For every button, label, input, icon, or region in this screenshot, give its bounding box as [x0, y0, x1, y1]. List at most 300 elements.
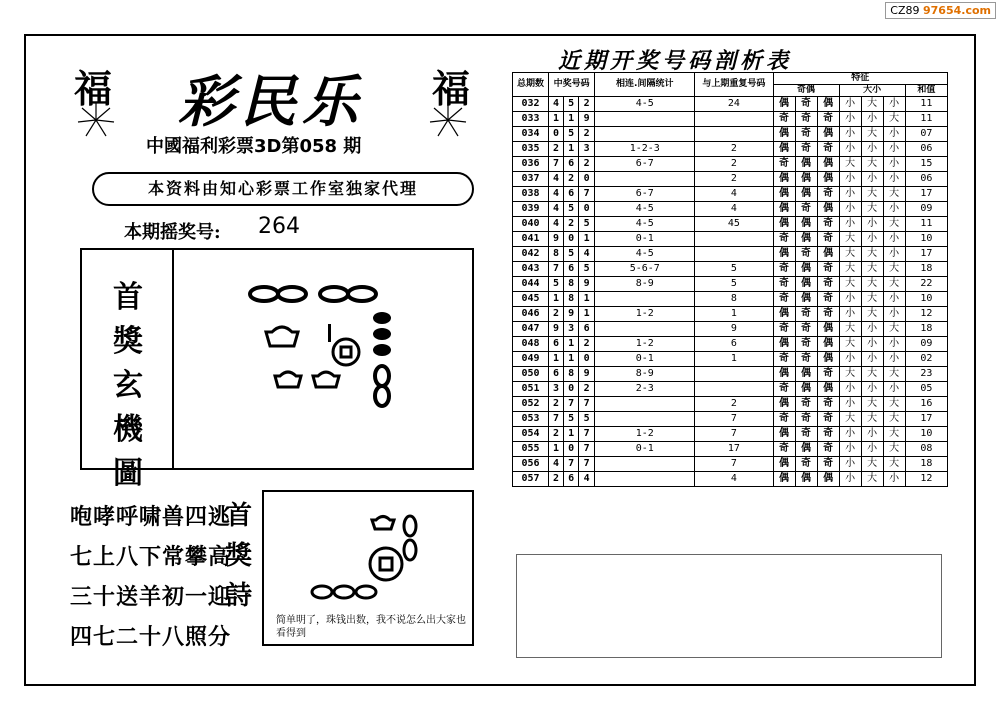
sum-cell: 17	[905, 187, 947, 202]
riddle-coins-illustration	[200, 262, 460, 458]
analysis-table-wrap	[512, 72, 948, 487]
odd-even-cell: 奇	[795, 352, 817, 367]
riddle-title-char: 玄	[113, 368, 143, 403]
odd-even-cell: 偶	[817, 472, 839, 487]
sum-cell: 11	[905, 217, 947, 232]
repeat-cell: 4	[695, 472, 773, 487]
table-row	[513, 322, 948, 337]
odd-even-cell: 偶	[817, 127, 839, 142]
adjacent-cell	[595, 292, 695, 307]
winning-digit-cell: 1	[564, 337, 579, 352]
winning-digit-cell: 0	[579, 202, 595, 217]
sum-cell: 09	[905, 202, 947, 217]
winning-digit-cell: 8	[564, 277, 579, 292]
big-small-cell: 小	[883, 202, 905, 217]
poem-line: 七上八下常攀高	[70, 545, 232, 570]
winning-digit-cell: 4	[579, 247, 595, 262]
repeat-cell	[695, 112, 773, 127]
winning-digit-cell: 6	[564, 472, 579, 487]
big-small-cell: 小	[839, 397, 861, 412]
big-small-cell: 大	[883, 262, 905, 277]
odd-even-cell: 奇	[817, 442, 839, 457]
repeat-cell: 2	[695, 172, 773, 187]
winning-digit-cell: 1	[564, 142, 579, 157]
issue-cell: 054	[513, 427, 549, 442]
winning-digit-cell: 5	[564, 97, 579, 112]
big-small-cell: 大	[861, 397, 883, 412]
big-small-cell: 大	[839, 412, 861, 427]
table-row	[513, 352, 948, 367]
odd-even-cell: 奇	[795, 97, 817, 112]
issue-cell: 033	[513, 112, 549, 127]
big-small-cell: 小	[883, 352, 905, 367]
big-small-cell: 大	[839, 157, 861, 172]
sum-cell: 06	[905, 172, 947, 187]
odd-even-cell: 偶	[773, 397, 795, 412]
odd-even-cell: 偶	[795, 157, 817, 172]
poem-coins-illustration	[300, 500, 440, 608]
winning-digit-cell: 4	[549, 202, 564, 217]
repeat-cell: 7	[695, 427, 773, 442]
poem-line: 四七二十八照分	[70, 625, 232, 650]
big-small-cell: 小	[861, 427, 883, 442]
odd-even-cell: 偶	[817, 97, 839, 112]
odd-even-cell: 奇	[795, 142, 817, 157]
winning-digit-cell: 1	[564, 112, 579, 127]
table-row	[513, 187, 948, 202]
winning-digit-cell: 1	[549, 292, 564, 307]
draw-number-label: 本期摇奖号:	[124, 222, 221, 243]
repeat-cell: 8	[695, 292, 773, 307]
table-row	[513, 232, 948, 247]
big-small-cell: 大	[839, 262, 861, 277]
big-small-cell: 小	[861, 172, 883, 187]
adjacent-cell: 2-3	[595, 382, 695, 397]
winning-digit-cell: 0	[579, 352, 595, 367]
analysis-table-body	[513, 97, 948, 487]
winning-digit-cell: 8	[549, 247, 564, 262]
riddle-divider	[172, 248, 174, 470]
issue-cell: 052	[513, 397, 549, 412]
winning-digit-cell: 5	[579, 412, 595, 427]
big-small-cell: 小	[839, 292, 861, 307]
big-small-cell: 大	[861, 157, 883, 172]
winning-digit-cell: 6	[549, 367, 564, 382]
winning-digit-cell: 7	[549, 262, 564, 277]
table-row	[513, 397, 948, 412]
winning-digit-cell: 9	[549, 322, 564, 337]
odd-even-cell: 奇	[795, 337, 817, 352]
riddle-title-char: 圖	[113, 456, 143, 491]
big-small-cell: 小	[839, 97, 861, 112]
sum-cell: 17	[905, 412, 947, 427]
big-small-cell: 小	[839, 427, 861, 442]
issue-cell: 040	[513, 217, 549, 232]
repeat-cell: 45	[695, 217, 773, 232]
repeat-cell	[695, 232, 773, 247]
odd-even-cell: 奇	[817, 427, 839, 442]
winning-digit-cell: 1	[579, 307, 595, 322]
big-small-cell: 大	[861, 472, 883, 487]
watermark-site: 97654.com	[923, 4, 991, 17]
big-small-cell: 大	[883, 427, 905, 442]
big-small-cell: 小	[861, 442, 883, 457]
winning-digit-cell: 9	[579, 277, 595, 292]
big-small-cell: 小	[839, 442, 861, 457]
big-small-cell: 小	[883, 97, 905, 112]
issue-cell: 053	[513, 412, 549, 427]
big-small-cell: 小	[839, 382, 861, 397]
big-small-cell: 大	[861, 367, 883, 382]
winning-digit-cell: 6	[564, 187, 579, 202]
odd-even-cell: 偶	[795, 367, 817, 382]
repeat-cell: 7	[695, 457, 773, 472]
winning-digit-cell: 2	[579, 157, 595, 172]
issue-cell: 042	[513, 247, 549, 262]
big-small-cell: 小	[861, 232, 883, 247]
table-row	[513, 367, 948, 382]
repeat-cell: 5	[695, 262, 773, 277]
odd-even-cell: 奇	[773, 112, 795, 127]
adjacent-cell: 0-1	[595, 232, 695, 247]
issue-cell: 047	[513, 322, 549, 337]
sum-cell: 23	[905, 367, 947, 382]
big-small-cell: 大	[839, 367, 861, 382]
winning-digit-cell: 4	[549, 172, 564, 187]
issue-subtitle: 中國福利彩票3D第058 期	[146, 136, 362, 157]
big-small-cell: 大	[883, 397, 905, 412]
adjacent-cell: 5-6-7	[595, 262, 695, 277]
adjacent-cell	[595, 412, 695, 427]
winning-digit-cell: 5	[564, 412, 579, 427]
sum-cell: 10	[905, 292, 947, 307]
winning-digit-cell: 8	[564, 292, 579, 307]
repeat-cell: 7	[695, 412, 773, 427]
odd-even-cell: 奇	[773, 292, 795, 307]
big-small-cell: 大	[861, 292, 883, 307]
watermark-prefix: CZ89	[890, 4, 920, 17]
odd-even-cell: 偶	[795, 172, 817, 187]
big-small-cell: 小	[883, 172, 905, 187]
winning-digit-cell: 4	[579, 472, 595, 487]
winning-digit-cell: 8	[564, 367, 579, 382]
adjacent-cell: 0-1	[595, 352, 695, 367]
big-small-cell: 小	[839, 112, 861, 127]
odd-even-cell: 奇	[817, 262, 839, 277]
header-big-small: 大小	[839, 85, 905, 97]
big-small-cell: 小	[861, 142, 883, 157]
winning-digit-cell: 3	[549, 382, 564, 397]
big-small-cell: 小	[839, 202, 861, 217]
header-odd-even: 奇偶	[773, 85, 839, 97]
adjacent-cell: 6-7	[595, 157, 695, 172]
header-sum: 和值	[905, 85, 947, 97]
table-row	[513, 277, 948, 292]
odd-even-cell: 奇	[773, 322, 795, 337]
odd-even-cell: 偶	[773, 202, 795, 217]
big-small-cell: 大	[861, 307, 883, 322]
repeat-cell: 4	[695, 187, 773, 202]
brand-title: 彩民乐	[178, 69, 364, 135]
big-small-cell: 大	[883, 442, 905, 457]
odd-even-cell: 奇	[817, 457, 839, 472]
repeat-cell: 5	[695, 277, 773, 292]
odd-even-cell: 奇	[773, 412, 795, 427]
adjacent-cell	[595, 172, 695, 187]
fu-character-left: 福	[74, 66, 113, 111]
winning-digit-cell: 9	[549, 232, 564, 247]
table-row	[513, 127, 948, 142]
winning-digit-cell: 5	[564, 127, 579, 142]
issue-cell: 045	[513, 292, 549, 307]
odd-even-cell: 奇	[817, 277, 839, 292]
header-repeat: 与上期重复号码	[695, 73, 773, 97]
riddle-title-char: 獎	[113, 324, 143, 359]
winning-digit-cell: 1	[564, 352, 579, 367]
table-row	[513, 247, 948, 262]
table-row	[513, 412, 948, 427]
odd-even-cell: 奇	[773, 157, 795, 172]
big-small-cell: 小	[839, 217, 861, 232]
winning-digit-cell: 7	[549, 412, 564, 427]
poem-title-char: 詩	[226, 581, 253, 611]
odd-even-cell: 奇	[795, 397, 817, 412]
repeat-cell: 9	[695, 322, 773, 337]
firework-right-icon	[428, 100, 468, 140]
winning-digit-cell: 2	[579, 127, 595, 142]
issue-cell: 051	[513, 382, 549, 397]
winning-digit-cell: 1	[579, 292, 595, 307]
big-small-cell: 大	[839, 232, 861, 247]
odd-even-cell: 奇	[795, 202, 817, 217]
big-small-cell: 大	[861, 127, 883, 142]
header-winning: 中奖号码	[549, 73, 595, 97]
winning-digit-cell: 4	[549, 97, 564, 112]
adjacent-cell: 4-5	[595, 97, 695, 112]
sum-cell: 10	[905, 427, 947, 442]
issue-cell: 057	[513, 472, 549, 487]
adjacent-cell: 8-9	[595, 367, 695, 382]
big-small-cell: 大	[861, 277, 883, 292]
big-small-cell: 大	[839, 247, 861, 262]
big-small-cell: 小	[883, 472, 905, 487]
issue-cell: 037	[513, 172, 549, 187]
fu-character-right: 福	[432, 66, 471, 111]
odd-even-cell: 偶	[795, 472, 817, 487]
adjacent-cell: 1-2	[595, 337, 695, 352]
winning-digit-cell: 4	[549, 217, 564, 232]
sum-cell: 10	[905, 232, 947, 247]
odd-even-cell: 偶	[795, 217, 817, 232]
winning-digit-cell: 1	[564, 427, 579, 442]
odd-even-cell: 偶	[795, 187, 817, 202]
sum-cell: 18	[905, 262, 947, 277]
adjacent-cell: 4-5	[595, 247, 695, 262]
adjacent-cell: 4-5	[595, 202, 695, 217]
winning-digit-cell: 0	[579, 172, 595, 187]
big-small-cell: 大	[861, 412, 883, 427]
odd-even-cell: 偶	[773, 307, 795, 322]
winning-digit-cell: 2	[549, 427, 564, 442]
issue-cell: 038	[513, 187, 549, 202]
big-small-cell: 小	[883, 307, 905, 322]
odd-even-cell: 奇	[817, 232, 839, 247]
repeat-cell: 6	[695, 337, 773, 352]
odd-even-cell: 偶	[773, 427, 795, 442]
table-row	[513, 97, 948, 112]
riddle-title-char: 機	[113, 412, 143, 447]
adjacent-cell	[595, 127, 695, 142]
poem-title-char: 獎	[226, 541, 253, 571]
header-issue: 总期数	[513, 73, 549, 97]
adjacent-cell	[595, 397, 695, 412]
odd-even-cell: 奇	[795, 412, 817, 427]
issue-cell: 048	[513, 337, 549, 352]
winning-digit-cell: 7	[549, 157, 564, 172]
odd-even-cell: 偶	[795, 232, 817, 247]
winning-digit-cell: 1	[579, 232, 595, 247]
big-small-cell: 大	[883, 457, 905, 472]
odd-even-cell: 偶	[773, 142, 795, 157]
odd-even-cell: 偶	[817, 202, 839, 217]
big-small-cell: 大	[861, 457, 883, 472]
big-small-cell: 小	[861, 322, 883, 337]
big-small-cell: 小	[883, 247, 905, 262]
odd-even-cell: 奇	[773, 442, 795, 457]
poem-line: 咆哮呼啸兽四逃	[70, 505, 232, 530]
table-row	[513, 202, 948, 217]
odd-even-cell: 偶	[773, 217, 795, 232]
big-small-cell: 小	[839, 142, 861, 157]
sum-cell: 16	[905, 397, 947, 412]
winning-digit-cell: 5	[579, 217, 595, 232]
big-small-cell: 小	[883, 292, 905, 307]
odd-even-cell: 偶	[817, 247, 839, 262]
sum-cell: 08	[905, 442, 947, 457]
repeat-cell: 4	[695, 202, 773, 217]
odd-even-cell: 偶	[773, 127, 795, 142]
big-small-cell: 大	[883, 112, 905, 127]
winning-digit-cell: 6	[579, 322, 595, 337]
table-row	[513, 172, 948, 187]
table-row	[513, 427, 948, 442]
blank-notes-box	[516, 554, 942, 658]
repeat-cell: 24	[695, 97, 773, 112]
odd-even-cell: 偶	[773, 187, 795, 202]
winning-digit-cell: 7	[579, 457, 595, 472]
odd-even-cell: 奇	[817, 187, 839, 202]
issue-cell: 036	[513, 157, 549, 172]
poem-title-char: 首	[226, 501, 253, 531]
winning-digit-cell: 7	[579, 442, 595, 457]
odd-even-cell: 奇	[817, 397, 839, 412]
odd-even-cell: 奇	[817, 217, 839, 232]
big-small-cell: 大	[883, 367, 905, 382]
repeat-cell: 1	[695, 307, 773, 322]
issue-cell: 055	[513, 442, 549, 457]
adjacent-cell	[595, 457, 695, 472]
odd-even-cell: 偶	[817, 337, 839, 352]
odd-even-cell: 偶	[795, 382, 817, 397]
big-small-cell: 小	[839, 352, 861, 367]
odd-even-cell: 奇	[795, 322, 817, 337]
odd-even-cell: 奇	[817, 292, 839, 307]
sum-cell: 18	[905, 457, 947, 472]
issue-cell: 039	[513, 202, 549, 217]
big-small-cell: 大	[861, 247, 883, 262]
issue-cell: 032	[513, 97, 549, 112]
big-small-cell: 小	[839, 172, 861, 187]
issue-cell: 056	[513, 457, 549, 472]
sum-cell: 06	[905, 142, 947, 157]
repeat-cell: 2	[695, 142, 773, 157]
watermark	[885, 2, 996, 19]
odd-even-cell: 偶	[795, 442, 817, 457]
winning-digit-cell: 1	[549, 442, 564, 457]
sum-cell: 17	[905, 247, 947, 262]
winning-digit-cell: 3	[579, 142, 595, 157]
sum-cell: 07	[905, 127, 947, 142]
winning-digit-cell: 5	[549, 277, 564, 292]
odd-even-cell: 奇	[817, 307, 839, 322]
odd-even-cell: 奇	[773, 352, 795, 367]
sum-cell: 11	[905, 97, 947, 112]
issue-cell: 034	[513, 127, 549, 142]
poem-title	[226, 496, 256, 616]
winning-digit-cell: 2	[564, 217, 579, 232]
winning-digit-cell: 6	[564, 157, 579, 172]
adjacent-cell: 1-2-3	[595, 142, 695, 157]
odd-even-cell: 偶	[817, 352, 839, 367]
odd-even-cell: 奇	[773, 277, 795, 292]
odd-even-cell: 奇	[817, 412, 839, 427]
table-row	[513, 262, 948, 277]
table-row	[513, 217, 948, 232]
big-small-cell: 大	[839, 322, 861, 337]
issue-cell: 044	[513, 277, 549, 292]
big-small-cell: 小	[839, 127, 861, 142]
adjacent-cell	[595, 472, 695, 487]
odd-even-cell: 奇	[773, 382, 795, 397]
big-small-cell: 大	[839, 337, 861, 352]
winning-digit-cell: 9	[564, 307, 579, 322]
winning-digit-cell: 2	[549, 142, 564, 157]
sum-cell: 11	[905, 112, 947, 127]
big-small-cell: 小	[883, 127, 905, 142]
table-row	[513, 337, 948, 352]
sum-cell: 09	[905, 337, 947, 352]
odd-even-cell: 奇	[795, 427, 817, 442]
big-small-cell: 大	[861, 187, 883, 202]
winning-digit-cell: 5	[564, 247, 579, 262]
winning-digit-cell: 7	[579, 397, 595, 412]
odd-even-cell: 奇	[773, 262, 795, 277]
odd-even-cell: 奇	[795, 457, 817, 472]
adjacent-cell: 6-7	[595, 187, 695, 202]
repeat-cell	[695, 247, 773, 262]
table-row	[513, 472, 948, 487]
table-row	[513, 142, 948, 157]
winning-digit-cell: 7	[579, 187, 595, 202]
winning-digit-cell: 1	[549, 352, 564, 367]
winning-digit-cell: 2	[579, 337, 595, 352]
issue-cell: 035	[513, 142, 549, 157]
sum-cell: 05	[905, 382, 947, 397]
odd-even-cell: 偶	[795, 277, 817, 292]
repeat-cell	[695, 127, 773, 142]
winning-digit-cell: 0	[564, 382, 579, 397]
sum-cell: 12	[905, 472, 947, 487]
